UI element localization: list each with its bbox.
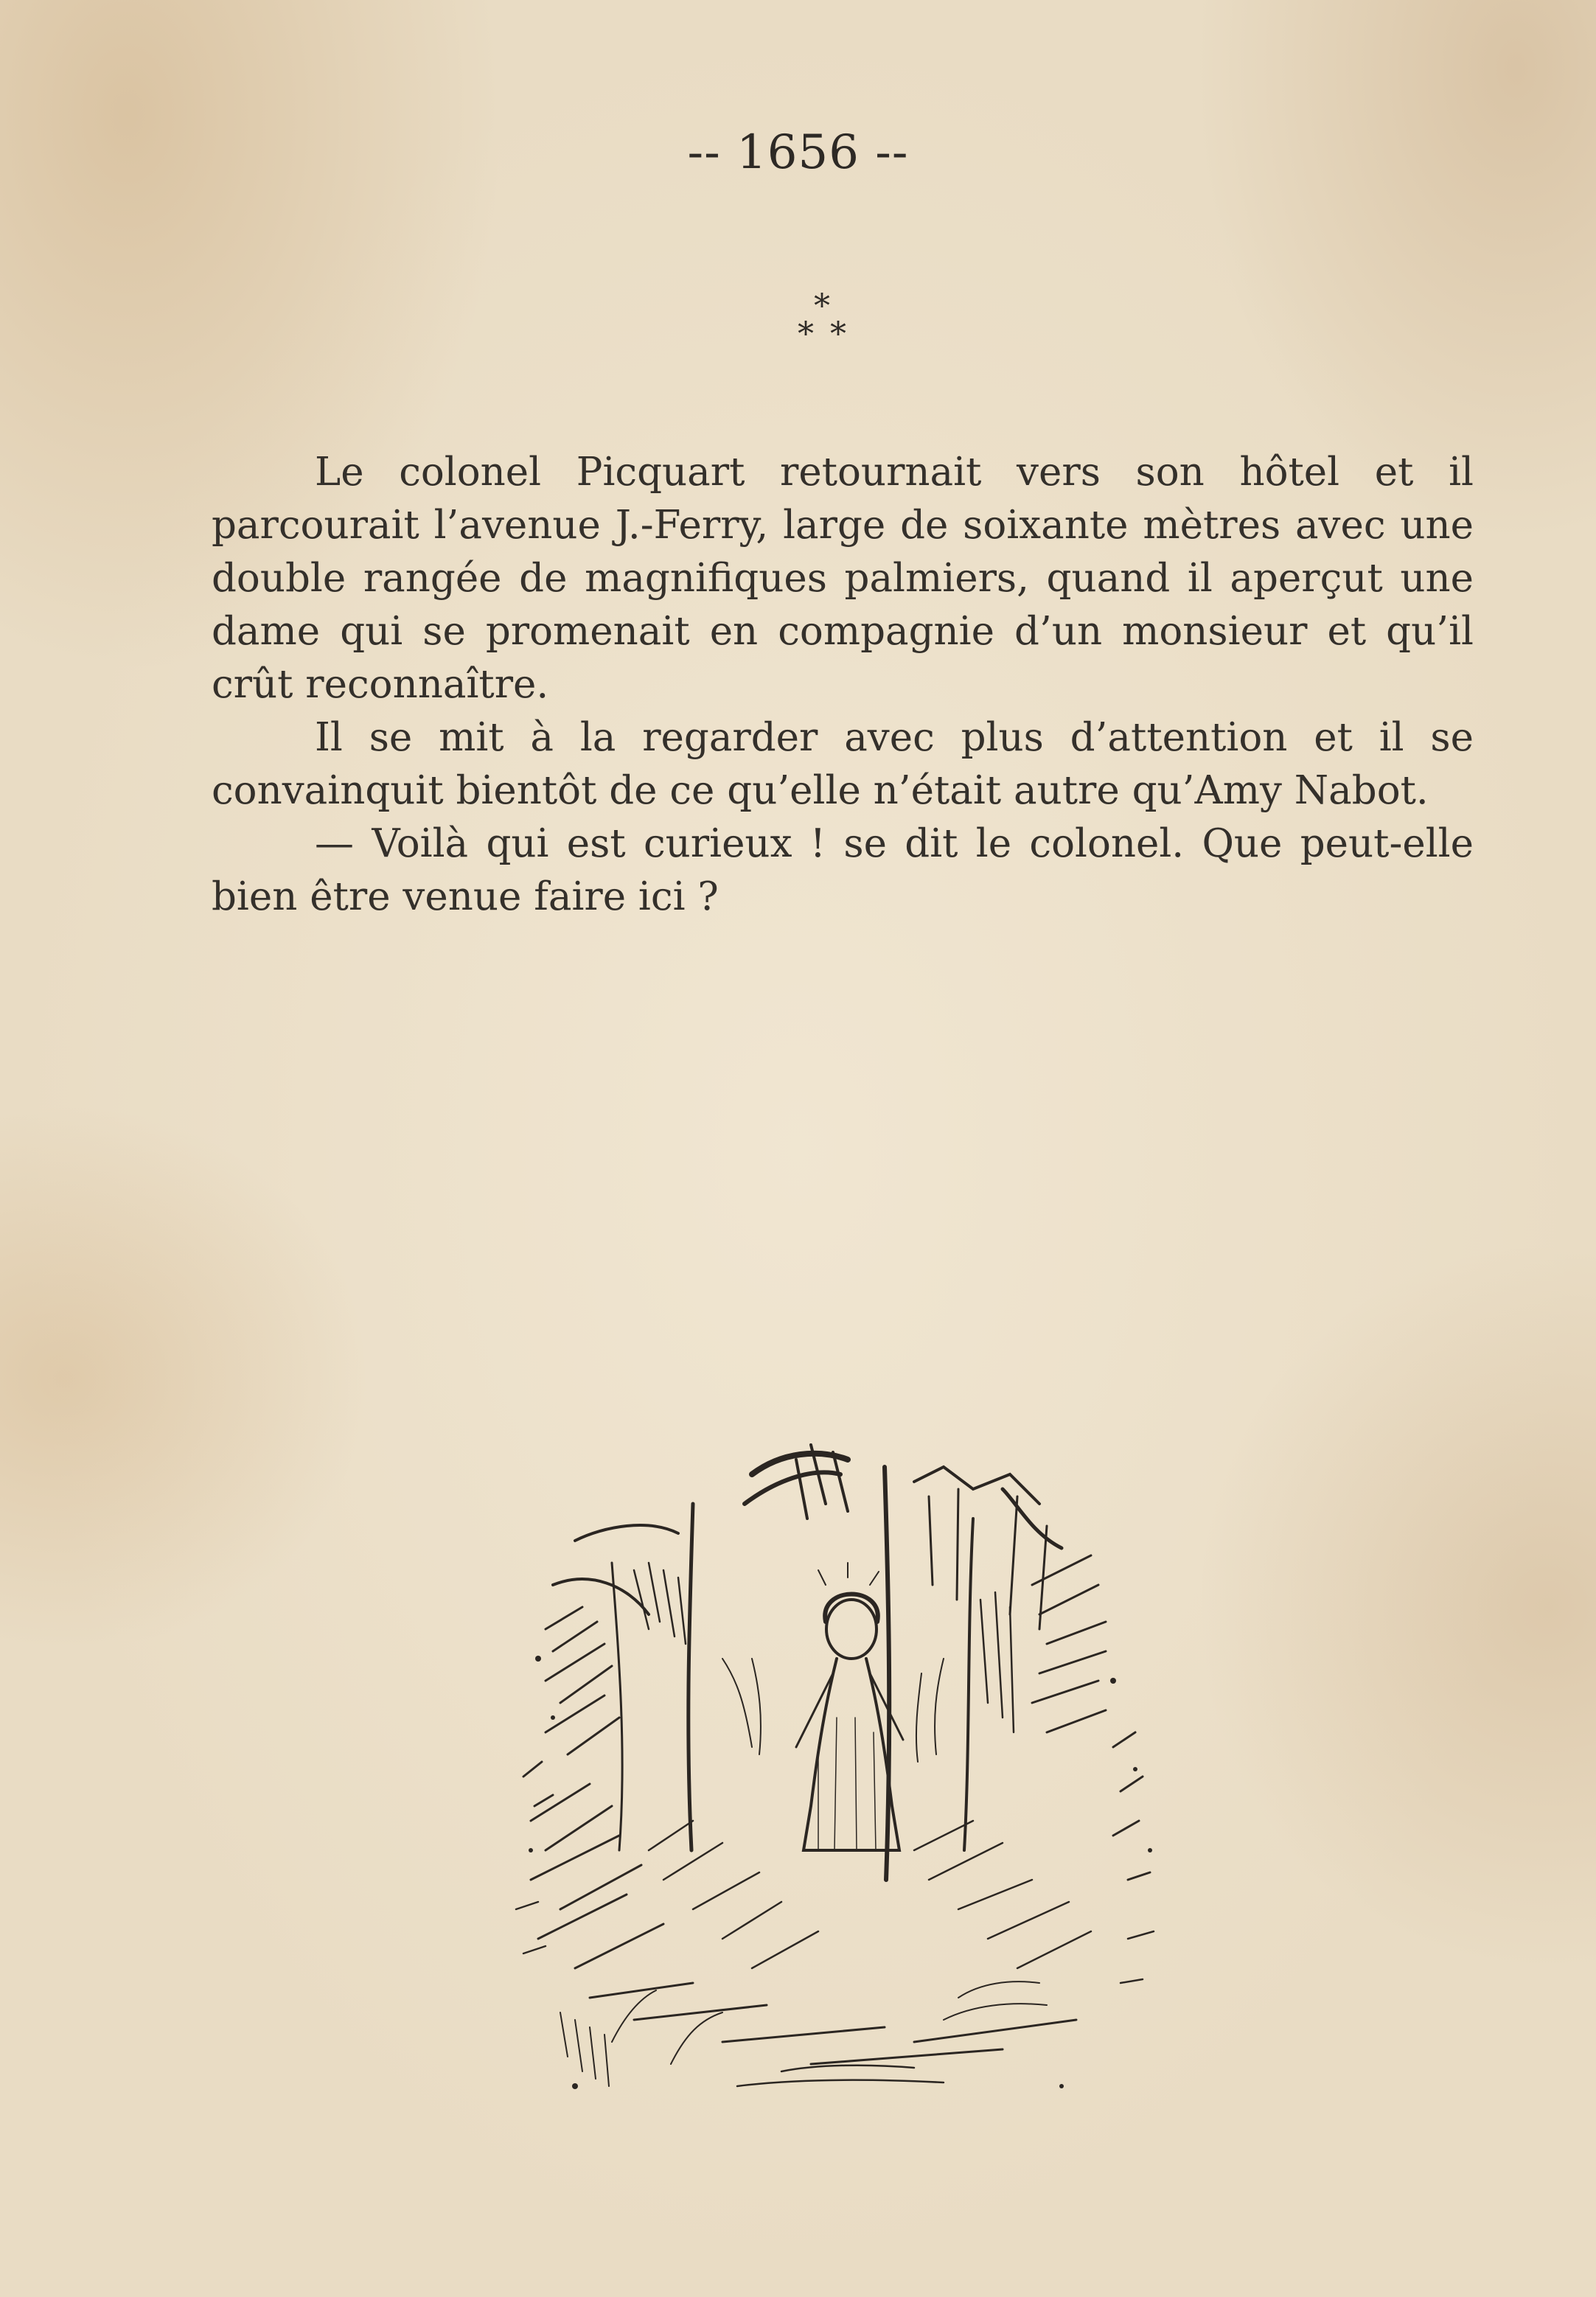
svg-text:*: * <box>830 316 846 353</box>
paragraph-3: — Voilà qui est curieux ! se dit le colonel. Que peut-elle bien être venue faire ici ? <box>212 821 1474 919</box>
svg-text:*: * <box>798 316 814 353</box>
asterism-ornament-icon <box>781 287 863 354</box>
body-text <box>212 446 1474 924</box>
paragraph-2: Il se mit à la regarder avec plus d’attention et il se convainquit bientôt de ce qu’elle n’était autre qu’Amy Nabot. <box>212 715 1474 813</box>
engraving-illustration <box>501 1437 1172 2108</box>
svg-text:*: * <box>814 287 830 325</box>
paragraph-1: Le colonel Picquart retournait vers son hôtel et il parcourait l’avenue J.-Ferry, large de soixante mètres avec une double rangée de magnifiques palmiers, quand il aperçut une dame qui se promenait en compagnie d’un monsieur et qu’il crût reconnaître. <box>212 450 1474 707</box>
page-number: -- 1656 -- <box>687 125 909 180</box>
